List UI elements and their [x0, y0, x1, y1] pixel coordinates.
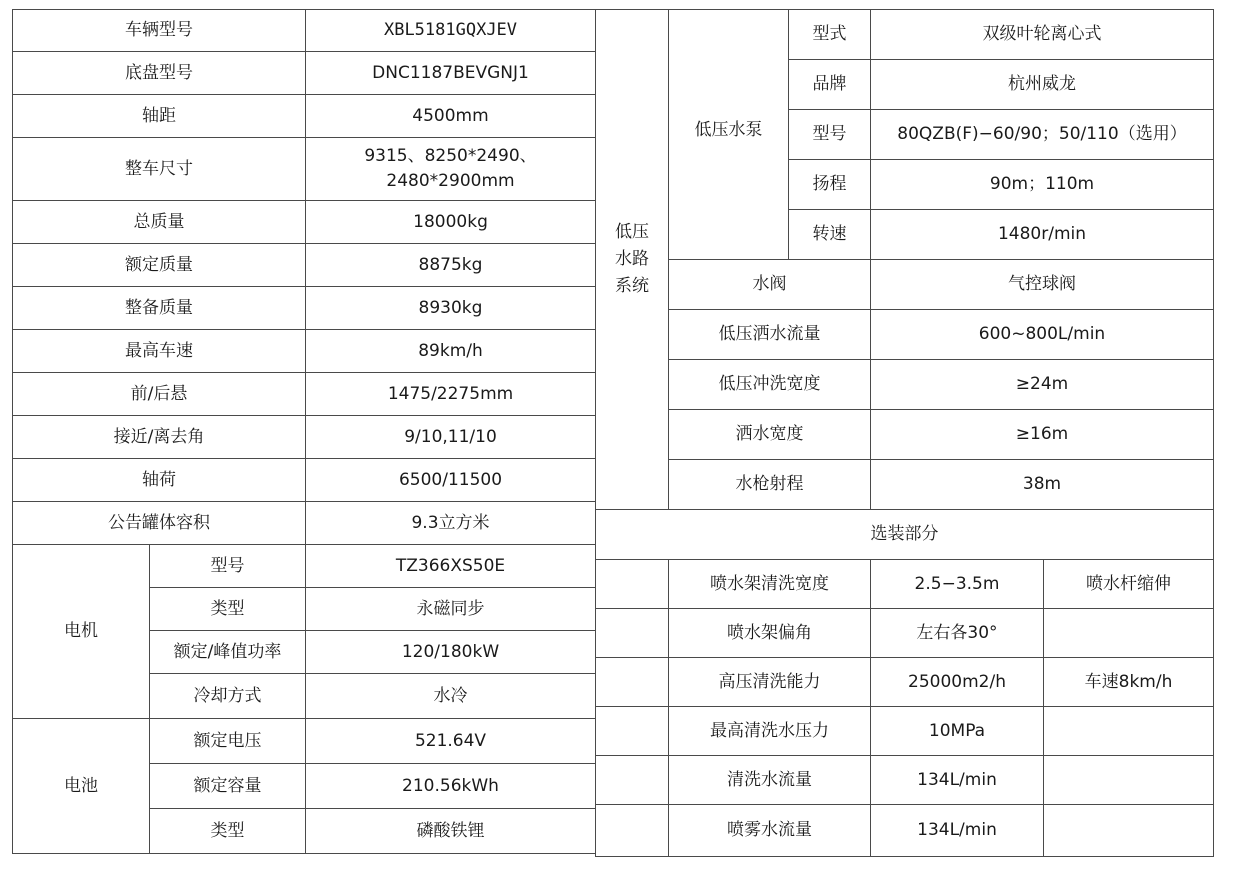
total-mass-value: 18000kg: [306, 201, 596, 244]
optional-row-value: 10MPa: [871, 707, 1044, 756]
optional-row-blank: [596, 805, 669, 857]
optional-row-label: 最高清洗水压力: [669, 707, 871, 756]
pump-row-label: 品牌: [789, 60, 871, 110]
dimensions-value-line2: 2480*2900mm: [386, 171, 515, 191]
rated-mass-value: 8875kg: [306, 244, 596, 287]
system-row-value: 38m: [871, 460, 1214, 510]
battery-row-value: 521.64V: [306, 719, 596, 764]
optional-row-value: 左右各30°: [871, 609, 1044, 658]
tank-volume-value: 9.3立方米: [306, 502, 596, 545]
system-row-value: ≥16m: [871, 410, 1214, 460]
max-speed-value: 89km/h: [306, 330, 596, 373]
motor-row-label: 类型: [150, 588, 306, 631]
chassis-model-label: 底盘型号: [13, 52, 306, 95]
system-row-value: ≥24m: [871, 360, 1214, 410]
pump-row-label: 型式: [789, 10, 871, 60]
system-row-label: 低压冲洗宽度: [669, 360, 871, 410]
optional-row-value: 2.5−3.5m: [871, 560, 1044, 609]
curb-mass-value: 8930kg: [306, 287, 596, 330]
battery-row-value: 210.56kWh: [306, 764, 596, 809]
motor-group-label: 电机: [13, 545, 150, 719]
optional-row-blank: [596, 560, 669, 609]
optional-row-label: 清洗水流量: [669, 756, 871, 805]
vehicle-model-value: XBL5181GQXJEV: [306, 10, 596, 52]
vehicle-spec-table: [12, 9, 596, 854]
overhang-value: 1475/2275mm: [306, 373, 596, 416]
vehicle-model-label: 车辆型号: [13, 10, 306, 52]
system-row-label: 低压洒水流量: [669, 310, 871, 360]
axle-load-value: 6500/11500: [306, 459, 596, 502]
dimensions-value: [306, 138, 596, 201]
optional-row-note: [1044, 707, 1214, 756]
optional-row-value: 134L/min: [871, 756, 1044, 805]
motor-row-value: 水冷: [306, 674, 596, 719]
battery-row-label: 额定电压: [150, 719, 306, 764]
pump-row-label: 转速: [789, 210, 871, 260]
group-label-line2: 水路: [615, 248, 649, 269]
low-pressure-system-group: [596, 10, 669, 510]
optional-row-note: 喷水杆缩伸: [1044, 560, 1214, 609]
optional-row-value: 25000m2/h: [871, 658, 1044, 707]
optional-row-value: 134L/min: [871, 805, 1044, 857]
system-row-value: 气控球阀: [871, 260, 1214, 310]
curb-mass-label: 整备质量: [13, 287, 306, 330]
dimensions-value-line1: 9315、8250*2490、: [364, 146, 537, 167]
battery-row-label: 额定容量: [150, 764, 306, 809]
motor-row-value: TZ366XS50E: [306, 545, 596, 588]
pump-row-value: 80QZB(F)−60/90；50/110（选用）: [871, 110, 1214, 160]
pump-row-value: 1480r/min: [871, 210, 1214, 260]
optional-row-blank: [596, 756, 669, 805]
motor-row-label: 型号: [150, 545, 306, 588]
system-row-label: 水枪射程: [669, 460, 871, 510]
axle-load-label: 轴荷: [13, 459, 306, 502]
optional-row-label: 喷雾水流量: [669, 805, 871, 857]
optional-row-note: [1044, 756, 1214, 805]
optional-row-label: 喷水架偏角: [669, 609, 871, 658]
angles-value: 9/10,11/10: [306, 416, 596, 459]
pump-row-value: 90m；110m: [871, 160, 1214, 210]
group-label-line3: 系统: [615, 276, 649, 297]
wheelbase-label: 轴距: [13, 95, 306, 138]
group-label-line1: 低压: [615, 221, 649, 242]
pump-row-value: 双级叶轮离心式: [871, 10, 1214, 60]
optional-row-note: [1044, 805, 1214, 857]
optional-section-header: 选装部分: [596, 510, 1214, 560]
optional-row-note: [1044, 609, 1214, 658]
optional-row-blank: [596, 658, 669, 707]
angles-label: 接近/离去角: [13, 416, 306, 459]
total-mass-label: 总质量: [13, 201, 306, 244]
battery-group-label: 电池: [13, 719, 150, 854]
optional-row-label: 高压清洗能力: [669, 658, 871, 707]
pump-row-label: 扬程: [789, 160, 871, 210]
motor-row-value: 120/180kW: [306, 631, 596, 674]
pump-row-label: 型号: [789, 110, 871, 160]
rated-mass-label: 额定质量: [13, 244, 306, 287]
battery-row-label: 类型: [150, 809, 306, 854]
optional-row-blank: [596, 609, 669, 658]
optional-row-note: 车速8km/h: [1044, 658, 1214, 707]
optional-row-blank: [596, 707, 669, 756]
dimensions-label: 整车尺寸: [13, 138, 306, 201]
battery-row-value: 磷酸铁锂: [306, 809, 596, 854]
optional-row-label: 喷水架清洗宽度: [669, 560, 871, 609]
tank-volume-label: 公告罐体容积: [13, 502, 306, 545]
water-system-spec-table: [595, 9, 1214, 857]
system-row-label: 水阀: [669, 260, 871, 310]
motor-row-value: 永磁同步: [306, 588, 596, 631]
chassis-model-value: DNC1187BEVGNJ1: [306, 52, 596, 95]
pump-row-value: 杭州威龙: [871, 60, 1214, 110]
motor-row-label: 额定/峰值功率: [150, 631, 306, 674]
system-row-label: 洒水宽度: [669, 410, 871, 460]
overhang-label: 前/后悬: [13, 373, 306, 416]
system-row-value: 600~800L/min: [871, 310, 1214, 360]
max-speed-label: 最高车速: [13, 330, 306, 373]
motor-row-label: 冷却方式: [150, 674, 306, 719]
low-pressure-pump-group: 低压水泵: [669, 10, 789, 260]
wheelbase-value: 4500mm: [306, 95, 596, 138]
